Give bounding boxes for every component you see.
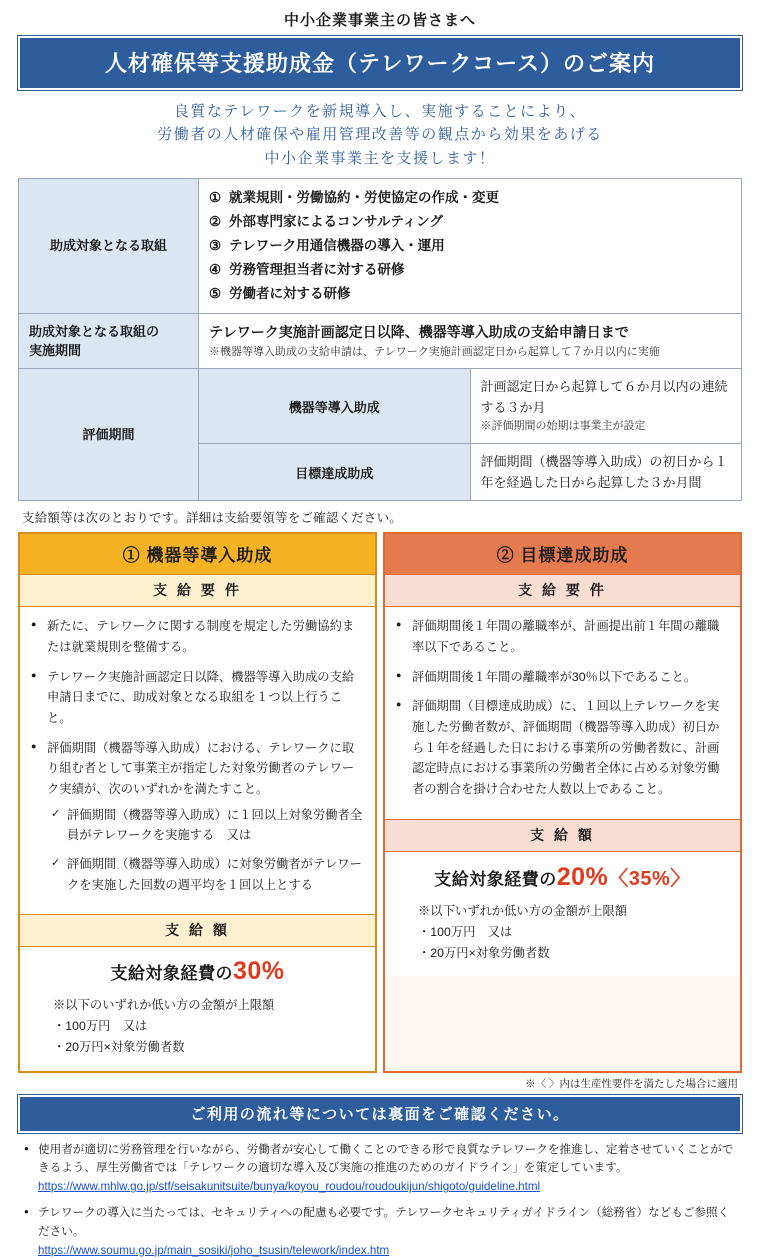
measures-list <box>209 186 731 306</box>
list-item <box>22 1204 738 1260</box>
amount-note-line: ※以下いずれか低い方の金額が上限額 <box>418 903 628 918</box>
footer-list <box>22 1141 738 1260</box>
subsidy-card-goal <box>383 532 742 1072</box>
row-value-target-measures <box>199 178 742 313</box>
amount-notice: 支給額等は次のとおりです。詳細は支給要領等をご確認ください。 <box>22 511 403 526</box>
list-item: ● テレワーク実施計画認定日以降、機器等導入助成の支給申請日までに、助成対象となる取組を１つ以上行うこと。 <box>31 667 364 729</box>
amount-note-line: ※以下のいずれか低い方の金額が上限額 <box>53 998 275 1013</box>
amount-value-equipment <box>31 957 364 986</box>
security-guideline-link[interactable]: https://www.soumu.go.jp/main_sosiki/joho_tsusin/telework/index.htm <box>38 1243 390 1257</box>
list-item: ● 新たに、テレワークに関する制度を規定した労働協約または就業規則を整備する。 <box>31 616 364 657</box>
list-item <box>209 186 731 210</box>
amount-note-line: ・100万円 又は <box>53 1019 148 1034</box>
amount-note-line: ・100万円 又は <box>418 924 513 939</box>
lead-line-1: 良質なテレワークを新規導入し、実施することにより、 <box>173 103 587 120</box>
footer-text: 使用者が適切に労務管理を行いながら、労働者が安心して働くことのできる形で良質なテレワークを推進し、定着させていくことができるよう、厚生労働省では「テレワークの適切な導入及び実施の推進のためのガイドライン」を策定しています。 <box>38 1142 734 1175</box>
footer-text: テレワークの導入に当たっては、セキュリティへの配慮も必要です。テレワークセキュリティガイドライン（総務省）などもご参照ください。 <box>38 1205 730 1238</box>
page-title: 人材確保等支援助成金（テレワークコース）のご案内 <box>18 36 742 90</box>
productivity-footnote: ※〈 〉内は生産性要件を満たした場合に適用 <box>525 1077 738 1090</box>
guideline-link[interactable]: https://www.mhlw.go.jp/stf/seisakunitsuite/bunya/koyou_roudou/roudoukijun/shigoto/guideline.html <box>38 1180 541 1194</box>
band-amount-equipment: 支 給 額 <box>20 914 375 947</box>
requirements-list-equipment <box>31 616 364 895</box>
footer-notes <box>18 1133 742 1260</box>
equipment-period-main: 計画認定日から起算して６か月以内の連続する３か月 <box>480 379 728 416</box>
list-text: テレワーク用通信機器の導入・運用 <box>229 237 445 253</box>
row-label-line-2: 実施期間 <box>29 343 82 359</box>
list-text: 労働者に対する研修 <box>229 285 351 301</box>
equipment-period-note: ※評価期間の始期は事業主が設定 <box>480 420 646 433</box>
list-text: 就業規則・労働協約・労使協定の作成・変更 <box>229 189 499 205</box>
pre-title: 中小企業事業主の皆さまへ <box>283 12 476 29</box>
row-value-implementation-period <box>199 313 742 368</box>
lead-paragraph <box>18 90 742 178</box>
list-item <box>209 258 731 282</box>
amount-note-line: ・20万円×対象労働者数 <box>53 1040 185 1055</box>
list-item <box>22 1141 738 1197</box>
list-number: ② <box>209 213 222 229</box>
amount-body-goal <box>385 852 740 976</box>
list-number: ① <box>209 189 222 205</box>
list-item: ● 評価期間後１年間の離職率が30％以下であること。 <box>396 667 729 688</box>
list-number: ③ <box>209 237 222 253</box>
row-label-evaluation-period: 評価期間 <box>19 369 199 501</box>
subrow-value-goal-subsidy: 評価期間（機器等導入助成）の初日から１年を経過した日から起算した３か月間 <box>470 444 742 501</box>
list-item <box>209 282 731 306</box>
list-item: ● 評価期間（目標達成助成）に、１回以上テレワークを実施した労働者数が、評価期間（機器等導入助成）初日から１年を経過した日における事業所の労働者数に、計画認定時点における事業所の労働者全体に占める対象労働者の割合を掛け合わせた人数以上であること。 <box>396 696 729 799</box>
list-item <box>209 234 731 258</box>
lead-line-2: 労働者の人材確保や雇用管理改善等の観点から効果をあげる <box>157 126 603 144</box>
card-title-equipment: ① 機器等導入助成 <box>20 534 375 574</box>
flow-banner: ご利用の流れ等については裏面をご確認ください。 <box>18 1095 742 1133</box>
subrow-label-equipment-subsidy: 機器等導入助成 <box>199 369 471 444</box>
list-number: ④ <box>209 261 222 277</box>
row-label-implementation-period <box>19 313 199 368</box>
row-label-line-1: 助成対象となる取組の <box>29 323 160 339</box>
card-title-goal: ② 目標達成助成 <box>385 534 740 574</box>
requirements-sublist-equipment <box>51 805 364 896</box>
list-number: ⑤ <box>209 285 222 301</box>
row-label-target-measures: 助成対象となる取組 <box>19 178 199 313</box>
amount-value-goal <box>396 862 729 892</box>
amount-prefix: 支給対象経費の <box>434 869 557 889</box>
list-text: 労務管理担当者に対する研修 <box>229 261 405 277</box>
band-requirements-goal: 支 給 要 件 <box>385 574 740 607</box>
subrow-value-equipment-subsidy <box>470 369 742 444</box>
band-amount-goal: 支 給 額 <box>385 819 740 852</box>
list-item: ✓ 評価期間（機器等導入助成）に対象労働者がテレワークを実施した回数の週平均を１回以上とする <box>51 854 364 895</box>
amount-percentage: 30% <box>232 957 285 986</box>
band-requirements-equipment: 支 給 要 件 <box>20 574 375 607</box>
requirements-list-goal <box>396 616 729 799</box>
subsidy-card-equipment <box>18 532 377 1072</box>
implementation-period-main: テレワーク実施計画認定日以降、機器等導入助成の支給申請日まで <box>209 323 629 340</box>
list-item <box>31 738 364 896</box>
list-item: ✓ 評価期間（機器等導入助成）に１回以上対象労働者全員がテレワークを実施する 又は <box>51 805 364 846</box>
requirements-body-goal <box>385 607 740 818</box>
amount-notes-goal <box>396 901 729 964</box>
table-row <box>19 313 742 368</box>
table-row <box>19 369 742 444</box>
list-text: 評価期間（機器等導入助成）における、テレワークに取り組む者として事業主が指定した対象労働者のテレワーク実績が、次のいずれかを満たすこと。 <box>47 740 355 796</box>
table-row <box>19 178 742 313</box>
amount-note-line: ・20万円×対象労働者数 <box>418 945 550 960</box>
subrow-label-goal-subsidy: 目標達成助成 <box>199 444 471 501</box>
amount-percentage-productivity: 〈35%〉 <box>608 867 691 890</box>
amount-percentage: 20% <box>556 862 609 891</box>
overview-table <box>18 178 742 502</box>
list-item: ● 評価期間後１年間の離職率が、計画提出前１年間の離職率以下であること。 <box>396 616 729 657</box>
requirements-body-equipment <box>20 607 375 914</box>
subsidy-columns <box>18 532 742 1072</box>
implementation-period-note: ※機器等導入助成の支給申請は、テレワーク実施計画認定日から起算して７か月以内に実施 <box>209 345 660 358</box>
list-item <box>209 210 731 234</box>
lead-line-3: 中小企業事業主を支援します！ <box>264 149 496 167</box>
amount-notes-equipment <box>31 995 364 1058</box>
list-text: 外部専門家によるコンサルティング <box>229 213 443 229</box>
amount-prefix: 支給対象経費の <box>110 964 233 984</box>
amount-body-equipment <box>20 947 375 1070</box>
